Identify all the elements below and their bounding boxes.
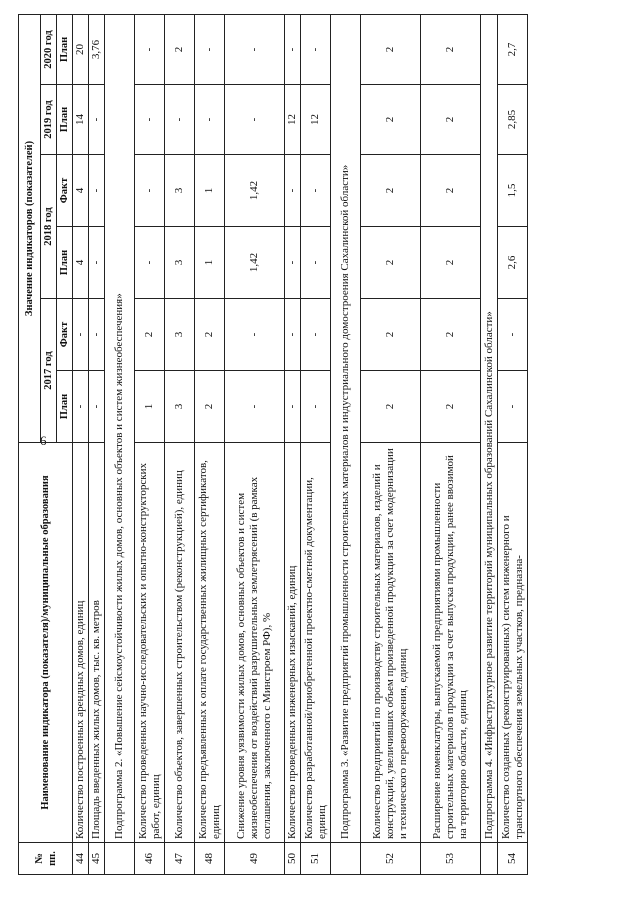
value-cell: 2 [361, 227, 421, 299]
row-number: 46 [135, 843, 165, 875]
indicator-name: Количество проведенных инженерных изысканий, единиц [285, 443, 301, 843]
value-cell: 2 [361, 85, 421, 155]
value-cell: 2 [361, 299, 421, 371]
header-fact: Факт [57, 155, 73, 227]
value-cell: - [89, 155, 105, 227]
header-year-2020: 2020 год [41, 14, 57, 84]
value-cell: 12 [285, 85, 301, 155]
value-cell: 2 [195, 371, 225, 443]
row-number: 45 [89, 843, 105, 875]
value-cell: - [73, 371, 89, 443]
value-cell: 1 [135, 371, 165, 443]
row-number: 54 [498, 843, 528, 875]
table-row [195, 14, 225, 874]
table-row [73, 14, 89, 874]
value-cell: - [498, 371, 528, 443]
row-number: 49 [225, 843, 285, 875]
value-cell: 2 [421, 14, 481, 84]
value-cell: - [195, 85, 225, 155]
value-cell: - [225, 14, 285, 84]
value-cell: - [225, 371, 285, 443]
value-cell: - [225, 299, 285, 371]
table-row [285, 14, 301, 874]
value-cell: 3 [165, 299, 195, 371]
indicator-name: Снижение уровня уязвимости жилых домов, основных объектов и систем жизнеобеспечения от воздействий разрушительных землетрясений (в рамках соглашения, заключенного с Минстроем РФ), % [225, 443, 285, 843]
table-row [135, 14, 165, 874]
subprogram-row [331, 14, 361, 874]
header-year-2018: 2018 год [41, 155, 57, 299]
value-cell: - [135, 227, 165, 299]
table-row [301, 14, 331, 874]
value-cell: 3 [165, 371, 195, 443]
indicator-name: Количество созданных (реконструированных) систем инженерного и транспортного обеспечения земельных участков, предназна- [498, 443, 528, 843]
value-cell: 14 [73, 85, 89, 155]
value-cell: 2 [421, 299, 481, 371]
header-plan: План [57, 227, 73, 299]
indicators-table [18, 14, 528, 875]
value-cell: - [301, 155, 331, 227]
subprogram-row [105, 14, 135, 874]
indicator-name: Расширение номенклатуры, выпускаемой предприятиями промышленности строительных материалов продукции за счет выпуска продукции, ранее ввозимой на территорию области, единиц [421, 443, 481, 843]
value-cell: - [135, 85, 165, 155]
value-cell: - [135, 14, 165, 84]
subprogram-title: Подпрограмма 3. «Развитие предприятий промышленности строительных материалов и индустриального домостроения Сахалинской области» [331, 14, 361, 842]
table-row [361, 14, 421, 874]
value-cell: - [498, 299, 528, 371]
value-cell: - [195, 14, 225, 84]
value-cell: - [89, 299, 105, 371]
value-cell: 3 [165, 227, 195, 299]
value-cell: - [301, 371, 331, 443]
header-plan: План [57, 371, 73, 443]
value-cell: 1 [195, 155, 225, 227]
indicator-name: Количество объектов, завершенных строительством (реконструкцией), единиц [165, 443, 195, 843]
row-number: 52 [361, 843, 421, 875]
subprogram-row [481, 14, 498, 874]
value-cell: - [285, 371, 301, 443]
value-cell: 1,42 [225, 227, 285, 299]
value-cell: - [285, 227, 301, 299]
value-cell: - [285, 14, 301, 84]
indicator-name: Количество разработанной/приобретенной проектно-сметной документации, единиц [301, 443, 331, 843]
value-cell: 2 [421, 227, 481, 299]
table-header [19, 14, 73, 874]
page-number: 6 [40, 433, 47, 448]
value-cell: - [301, 14, 331, 84]
header-name: Наименование индикатора (показателя)/муниципальные образования [19, 443, 73, 843]
value-cell: 2 [361, 371, 421, 443]
value-cell: - [301, 299, 331, 371]
value-cell: 12 [301, 85, 331, 155]
header-num: № пп. [19, 843, 73, 875]
value-cell: - [135, 155, 165, 227]
row-number: 50 [285, 843, 301, 875]
rotated-page-content [18, 15, 618, 875]
value-cell: 20 [73, 14, 89, 84]
value-cell: - [89, 227, 105, 299]
header-plan: План [57, 14, 73, 84]
value-cell: 1,42 [225, 155, 285, 227]
value-cell: - [225, 85, 285, 155]
value-cell: 2,85 [498, 85, 528, 155]
value-cell: 2 [195, 299, 225, 371]
value-cell: 1,5 [498, 155, 528, 227]
table-row [225, 14, 285, 874]
table-row [498, 14, 528, 874]
table-row [89, 14, 105, 874]
value-cell: 2,6 [498, 227, 528, 299]
value-cell: 2,7 [498, 14, 528, 84]
value-cell: - [89, 371, 105, 443]
indicator-name: Площадь введенных жилых домов, тыс. кв. метров [89, 443, 105, 843]
indicator-name: Количество предприятий по производству строительных материалов, изделий и конструкций, увеличивших объем произведенной продукции за счет модернизации и технического перевооружения, единиц [361, 443, 421, 843]
header-year-2017: 2017 год [41, 299, 57, 443]
value-cell: 2 [135, 299, 165, 371]
value-cell: 4 [73, 155, 89, 227]
value-cell: - [73, 299, 89, 371]
value-cell: - [165, 85, 195, 155]
header-year-2019: 2019 год [41, 85, 57, 155]
value-cell: 2 [361, 155, 421, 227]
subprogram-title: Подпрограмма 2. «Повышение сейсмоустойчивости жилых домов, основных объектов и систем жизнеобеспечения» [105, 14, 135, 842]
value-cell: 1 [195, 227, 225, 299]
indicator-name: Количество проведенных научно-исследовательских и опытно-конструкторских работ, единиц [135, 443, 165, 843]
subprogram-num-cell [105, 843, 135, 875]
value-cell: 3,76 [89, 14, 105, 84]
row-number: 44 [73, 843, 89, 875]
value-cell: 3 [165, 155, 195, 227]
value-cell: 4 [73, 227, 89, 299]
header-fact: Факт [57, 299, 73, 371]
indicator-name: Количество предъявленных к оплате государственных жилищных сертификатов, единиц [195, 443, 225, 843]
row-number: 48 [195, 843, 225, 875]
value-cell: - [285, 155, 301, 227]
value-cell: 2 [361, 14, 421, 84]
subprogram-title: Подпрограмма 4. «Инфраструктурное развитие территорий муниципальных образований Сахалинской области» [481, 14, 498, 842]
row-number: 53 [421, 843, 481, 875]
value-cell: 2 [421, 155, 481, 227]
value-cell: - [285, 299, 301, 371]
value-cell: - [301, 227, 331, 299]
header-values-group: Значение индикаторов (показателей) [19, 14, 41, 442]
value-cell: 2 [421, 85, 481, 155]
value-cell: 2 [421, 371, 481, 443]
row-number: 47 [165, 843, 195, 875]
value-cell: - [89, 85, 105, 155]
value-cell: 2 [165, 14, 195, 84]
subprogram-num-cell [481, 843, 498, 875]
indicator-name: Количество построенных арендных домов, единиц [73, 443, 89, 843]
table-body [73, 14, 528, 874]
table-row [421, 14, 481, 874]
table-row [165, 14, 195, 874]
row-number: 51 [301, 843, 331, 875]
subprogram-num-cell [331, 843, 361, 875]
header-plan: План [57, 85, 73, 155]
